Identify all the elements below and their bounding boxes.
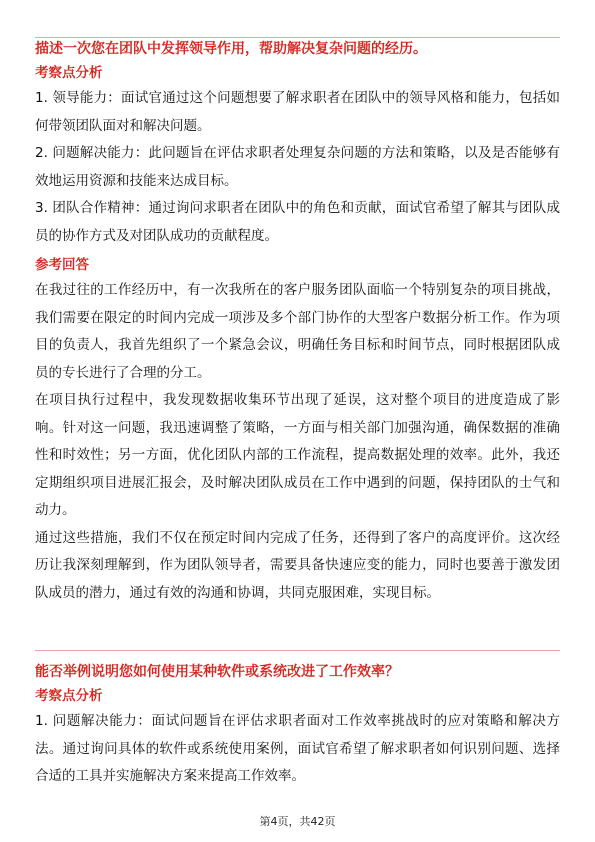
question-section-2 xyxy=(35,660,560,791)
analysis-item: 1. 领导能力：面试官通过这个问题想要了解求职者在团队中的领导风格和能力，包括如何带领团队面对和解决问题。 xyxy=(35,90,560,134)
analysis-item: 3. 团队合作精神：通过询问求职者在团队中的角色和贡献，面试官希望了解其与团队成员的协作方式及对团队成功的贡献程度。 xyxy=(35,200,560,244)
answer-paragraph: 通过这些措施，我们不仅在预定时间内完成了任务，还得到了客户的高度评价。这次经历让我深刻理解到，作为团队领导者，需要具备快速应变的能力，同时也要善于激发团队成员的潜力，通过有效的沟通和协调，共同克服困难，实现目标。 xyxy=(35,529,560,601)
section-divider xyxy=(35,650,560,651)
question-section-1 xyxy=(35,37,560,607)
answer-paragraph: 在我过往的工作经历中，有一次我所在的客户服务团队面临一个特别复杂的项目挑战，我们需要在限定的时间内完成一项涉及多个部门协作的大型客户数据分析工作。作为项目的负责人，我首先组织了一个紧急会议，明确任务目标和时间节点，同时根据团队成员的专长进行了合理的分工。 xyxy=(35,282,560,381)
analysis-heading: 考察点分析 xyxy=(35,688,103,704)
answer-heading: 参考回答 xyxy=(35,257,89,273)
page-footer: 第4页，共42页 xyxy=(259,815,336,828)
analysis-item: 1. 问题解决能力：面试问题旨在评估求职者面对工作效率挑战时的应对策略和解决方法。通过询问具体的软件或系统使用案例，面试官希望了解求职者如何识别问题、选择合适的工具并实施解决方案来提高工作效率。 xyxy=(35,713,560,784)
answer-paragraph: 在项目执行过程中，我发现数据收集环节出现了延误，这对整个项目的进度造成了影响。针对这一问题，我迅速调整了策略，一方面与相关部门加强沟通，确保数据的准确性和时效性；另一方面，优化团队内部的工作流程，提高数据处理的效率。此外，我还定期组织项目进展汇报会，及时解决团队成员在工作中遇到的问题，保持团队的士气和动力。 xyxy=(35,392,560,518)
question-title: 能否举例说明您如何使用某种软件或系统改进了工作效率？ xyxy=(35,664,399,680)
analysis-item: 2. 问题解决能力：此问题旨在评估求职者处理复杂问题的方法和策略，以及是否能够有效地运用资源和技能来达成目标。 xyxy=(35,145,560,189)
analysis-heading: 考察点分析 xyxy=(35,65,103,81)
question-title: 描述一次您在团队中发挥领导作用，帮助解决复杂问题的经历。 xyxy=(35,41,427,57)
